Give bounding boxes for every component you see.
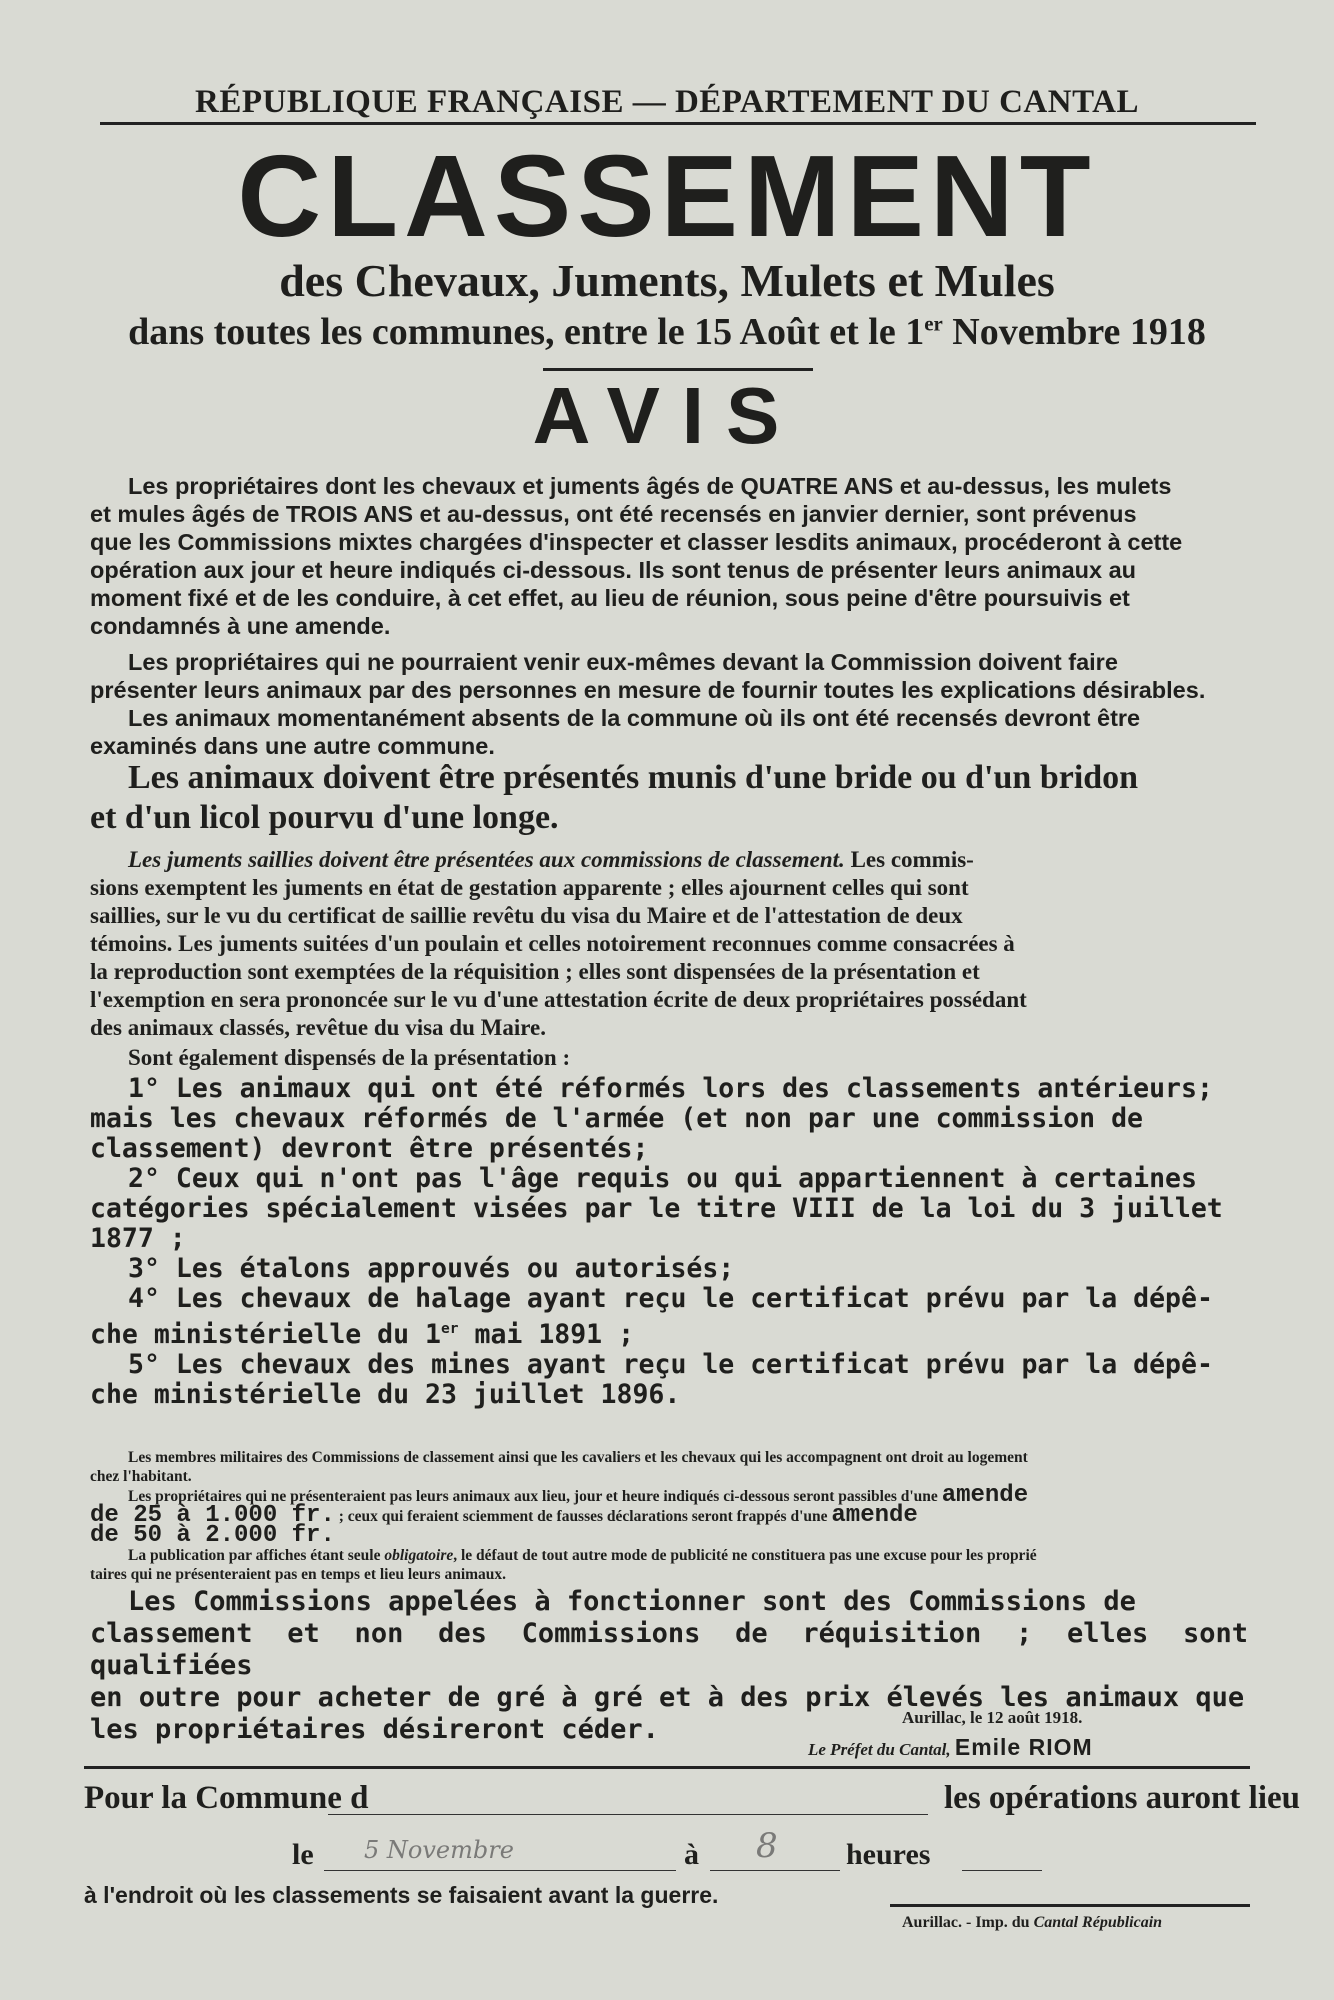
- date-field[interactable]: [324, 1870, 676, 1871]
- commune-field[interactable]: [328, 1814, 928, 1815]
- time-field[interactable]: [710, 1870, 840, 1871]
- exemption-list: 1° Les animaux qui ont été réformés lors des classements antérieurs; mais les chevaux réformés de l'armée (et non par une commission de classement) devront être présentés; 2° Ceux qui n'ont pas l'âge requis ou qui appartiennent à certaines catégories spécialement visées par le titre VIII de la loi du 3 juillet 1877 ; 3° Les étalons approuvés ou autorisés; 4° Les chevaux de halage ayant reçu le certificat prévu par la dépê- che ministérielle du 1er mai 1891 ; 5° Les chevaux des mines ayant reçu le certificat prévu par la dépê- che ministérielle du 23 juillet 1896.: [90, 1074, 1248, 1410]
- paragraph-representation: Les propriétaires qui ne pourraient venir eux-mêmes devant la Commission doivent faire présenter leurs animaux par des personnes en mesure de fournir toutes les explications désirables.: [90, 649, 1206, 703]
- list-item: 5° Les chevaux des mines ayant reçu le certificat prévu par la dépê-: [128, 1348, 1213, 1380]
- list-item: 2° Ceux qui n'ont pas l'âge requis ou qui appartiennent à certaines: [128, 1163, 1197, 1194]
- list-item: 4° Les chevaux de halage ayant reçu le certificat prévu par la dépê-: [128, 1283, 1213, 1314]
- signature-place-date: Aurillac, le 12 août 1918.: [902, 1708, 1083, 1727]
- commune-label: Pour la Commune d: [84, 1780, 369, 1816]
- hours-label: heures: [846, 1838, 931, 1871]
- date-label: le: [292, 1838, 314, 1871]
- location-note: à l'endroit où les classements se faisaient avant la guerre.: [84, 1882, 719, 1908]
- subtitle-dates: dans toutes les communes, entre le 15 Août et le 1er Novembre 1918: [128, 311, 1206, 353]
- paragraph-owners: Les propriétaires dont les chevaux et juments âgés de QUATRE ANS et au-dessus, les mulets et mules âgés de TROIS ANS et au-dessus, ont été recensés en janvier dernier, sont prévenus que les Commissions mixtes chargées d'inspecter et classer lesdits animaux, procéderont à cette opération aux jour et heure indiqués ci-dessous. Ils sont tenus de présenter leurs animaux au moment fixé et de les conduire, à cet effet, au lieu de réunion, sous peine d'être poursuivis et condamnés à une amende.: [90, 473, 1183, 639]
- handwritten-time: 8: [756, 1826, 778, 1866]
- header-rule: [100, 122, 1256, 125]
- hours-line: [962, 1870, 1042, 1871]
- header-republique: RÉPUBLIQUE FRANÇAISE — DÉPARTEMENT DU CANTAL: [194, 84, 1140, 120]
- list-item: 3° Les étalons approuvés ou autorisés;: [128, 1253, 735, 1284]
- footer-rule: [84, 1766, 1250, 1769]
- handwritten-date: 5 Novembre: [364, 1836, 514, 1864]
- list-item: 1° Les animaux qui ont été réformés lors des classements antérieurs;: [128, 1073, 1213, 1104]
- small-print-publication: La publication par affiches étant seule obligatoire, le défaut de tout autre mode de publicité ne constituera pas une excuse pour les proprié taires qui ne présenteraient pas en temps et lieu leurs animaux.: [90, 1547, 1037, 1583]
- paragraph-bridle-notice: Les animaux doivent être présentés munis d'une bride ou d'un bridon et d'un licol pourvu d'une longe.: [90, 759, 1139, 836]
- printer-imprint: Aurillac. - Imp. du Cantal Républicain: [902, 1914, 1163, 1931]
- avis-heading: AVIS: [532, 371, 802, 460]
- time-label: à: [684, 1838, 699, 1871]
- small-print-lodging: Les membres militaires des Commissions de classement ainsi que les cavaliers et les chevaux qui les accompagnent ont droit au logement chez l'habitant.: [90, 1449, 1028, 1485]
- main-title: CLASSEMENT: [237, 131, 1097, 261]
- imprint-rule: [890, 1904, 1250, 1907]
- paragraph-exemptions-intro: Sont également dispensés de la présentation :: [128, 1045, 571, 1070]
- paragraph-absent-animals: Les animaux momentanément absents de la commune où ils ont été recensés devront être examinés dans une autre commune.: [90, 705, 1141, 759]
- signature-block: Le Préfet du Cantal, Emile RIOM: [808, 1734, 1093, 1760]
- paragraph-commissions: Les Commissions appelées à fonctionner sont des Commissions de classement et non des Commissions de réquisition ; elles sont qualifiées en outre pour acheter de gré à gré et à des prix élevés les animaux que les propriétaires désireront céder.: [90, 1586, 1248, 1745]
- operations-label: les opérations auront lieu: [944, 1780, 1300, 1816]
- small-print-fines: Les propriétaires qui ne présenteraient pas leurs animaux aux lieu, jour et heure indiqués ci-dessous seront passibles d'une amende de 25 à 1.000 fr. ; ceux qui feraient sciemment de fausses déclarations seront frappés d'une amende de 50 à 2.000 fr.: [90, 1482, 1029, 1549]
- paragraph-mares: Les juments saillies doivent être présentées aux commissions de classement. Les commis- sions exemptent les juments en état de gestation apparente ; elles ajournent celles qui sont saillies, sur le vu du certificat de saillie revêtu du visa du Maire et de l'attestation de deux témoins. Les juments suitées d'un poulain et celles notoirement reconnues comme consacrées à la reproduction sont exemptées de la réquisition ; elles sont dispensées de la présentation et l'exemption en sera prononcée sur le vu d'une attestation écrite de deux propriétaires possédant des animaux classés, revêtue du visa du Maire.: [90, 847, 1027, 1040]
- subtitle-animals: des Chevaux, Juments, Mulets et Mules: [279, 255, 1055, 306]
